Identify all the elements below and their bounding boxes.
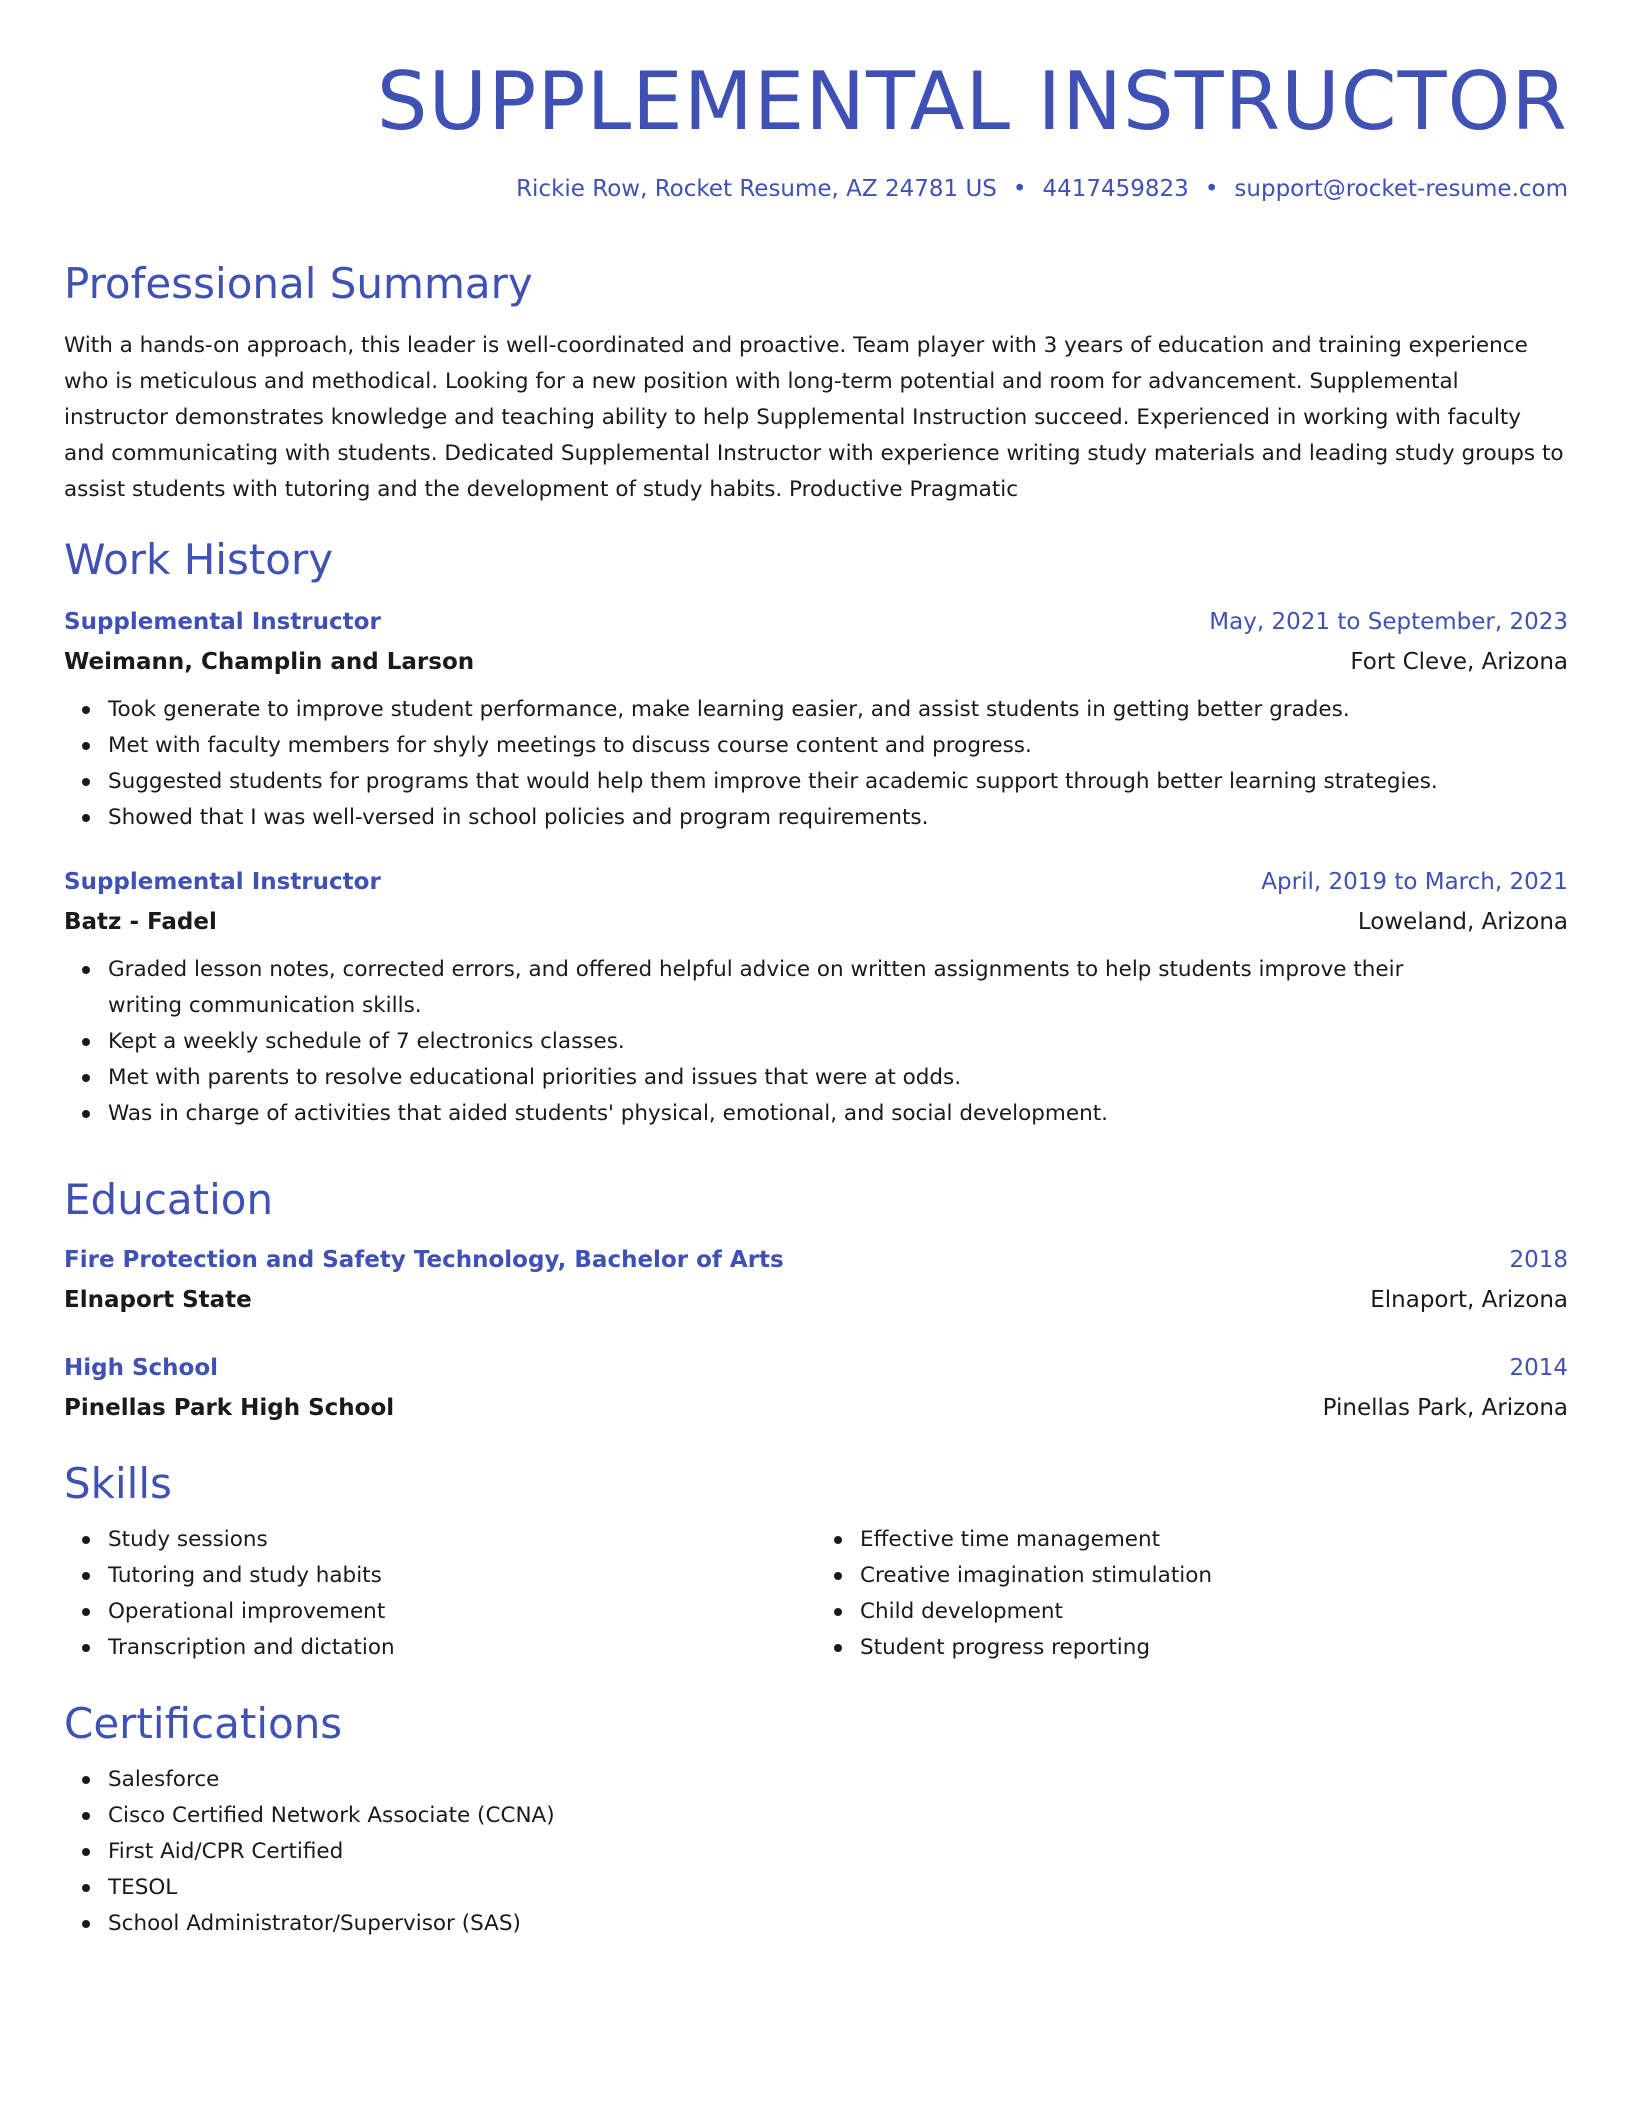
job-company: Weimann, Champlin and Larson [64,649,475,675]
resume-header [64,0,1568,204]
skills-section [64,1456,1568,1666]
contact-separator: • [1012,176,1027,202]
job-bullet: Met with parents to resolve educational priorities and issues that were at odds. [108,1060,1468,1096]
education-school: Elnaport State [64,1287,252,1313]
skills-list-left [64,1522,816,1666]
skill-item: Effective time management [860,1522,1568,1558]
skill-item: Child development [860,1594,1568,1630]
skill-item: Transcription and dictation [108,1630,816,1666]
education-location: Pinellas Park, Arizona [1322,1395,1568,1421]
skill-item: Study sessions [108,1522,816,1558]
education-entry [64,1348,1568,1428]
education-year: 2014 [1509,1355,1568,1381]
certification-item: School Administrator/Supervisor (SAS) [108,1906,1568,1942]
skill-item: Tutoring and study habits [108,1558,816,1594]
skills-heading: Skills [64,1459,172,1508]
skill-item: Student progress reporting [860,1630,1568,1666]
job-bullet: Met with faculty members for shyly meetings to discuss course content and progress. [108,728,1568,764]
summary-text: With a hands-on approach, this leader is well-coordinated and proactive. Team player with 3 years of education and training experience who is meticulous and methodical. Looking for a new position with long-term potential and room for advancement. Supplemental instructor demonstrates knowledge and teaching ability to help Supplemental Instruction succeed. Experienced in working with faculty and communicating with students. Dedicated Supplemental Instructor with experience writing study materials and leading study groups to assist students with tutoring and the development of study habits. Productive Pragmatic [64,333,1564,502]
contact-phone: 4417459823 [1042,176,1189,202]
certification-item: First Aid/CPR Certified [108,1834,1568,1870]
skills-list-right [816,1522,1568,1666]
job-dates: May, 2021 to September, 2023 [1209,609,1568,635]
contact-line [64,174,1568,204]
job-company: Batz - Fadel [64,909,217,935]
education-degree: Fire Protection and Safety Technology, Bachelor of Arts [64,1247,784,1273]
education-year: 2018 [1509,1247,1568,1273]
education-degree: High School [64,1355,219,1381]
resume-title: SUPPLEMENTAL INSTRUCTOR [376,55,1568,148]
summary-section [64,256,1568,508]
education-heading: Education [64,1175,274,1224]
job-title: Supplemental Instructor [64,609,381,635]
job-entry [64,602,1568,836]
certifications-heading: Certifications [64,1699,343,1748]
contact-separator: • [1204,176,1219,202]
job-title: Supplemental Instructor [64,869,381,895]
education-school: Pinellas Park High School [64,1395,395,1421]
contact-email[interactable]: support@rocket-resume.com [1234,176,1568,202]
work-history-heading: Work History [64,535,334,584]
summary-heading: Professional Summary [64,259,533,308]
job-bullet: Was in charge of activities that aided students' physical, emotional, and social development. [108,1096,1468,1132]
certification-item: Cisco Certified Network Associate (CCNA) [108,1798,1568,1834]
skills-columns [64,1522,1568,1666]
job-bullet: Took generate to improve student performance, make learning easier, and assist students in getting better grades. [108,692,1568,728]
job-location: Loweland, Arizona [1357,909,1568,935]
job-bullet: Showed that I was well-versed in school policies and program requirements. [108,800,1568,836]
work-history-section [64,532,1568,1132]
certification-item: Salesforce [108,1762,1568,1798]
certification-item: TESOL [108,1870,1568,1906]
job-dates: April, 2019 to March, 2021 [1261,869,1568,895]
education-entry [64,1240,1568,1320]
job-location: Fort Cleve, Arizona [1350,649,1568,675]
certifications-list [64,1762,1568,1942]
education-location: Elnaport, Arizona [1370,1287,1568,1313]
job-bullet: Graded lesson notes, corrected errors, and offered helpful advice on written assignments to help students improve their writing communication skills. [108,952,1468,1024]
contact-address: Rickie Row, Rocket Resume, AZ 24781 US [516,176,997,202]
skill-item: Creative imagination stimulation [860,1558,1568,1594]
job-bullets [64,952,1568,1132]
job-bullets [64,692,1568,836]
job-bullet: Suggested students for programs that would help them improve their academic support through better learning strategies. [108,764,1568,800]
certifications-section [64,1696,1568,1942]
job-bullet: Kept a weekly schedule of 7 electronics classes. [108,1024,1468,1060]
education-section [64,1172,1568,1428]
skill-item: Operational improvement [108,1594,816,1630]
job-entry [64,862,1568,1132]
